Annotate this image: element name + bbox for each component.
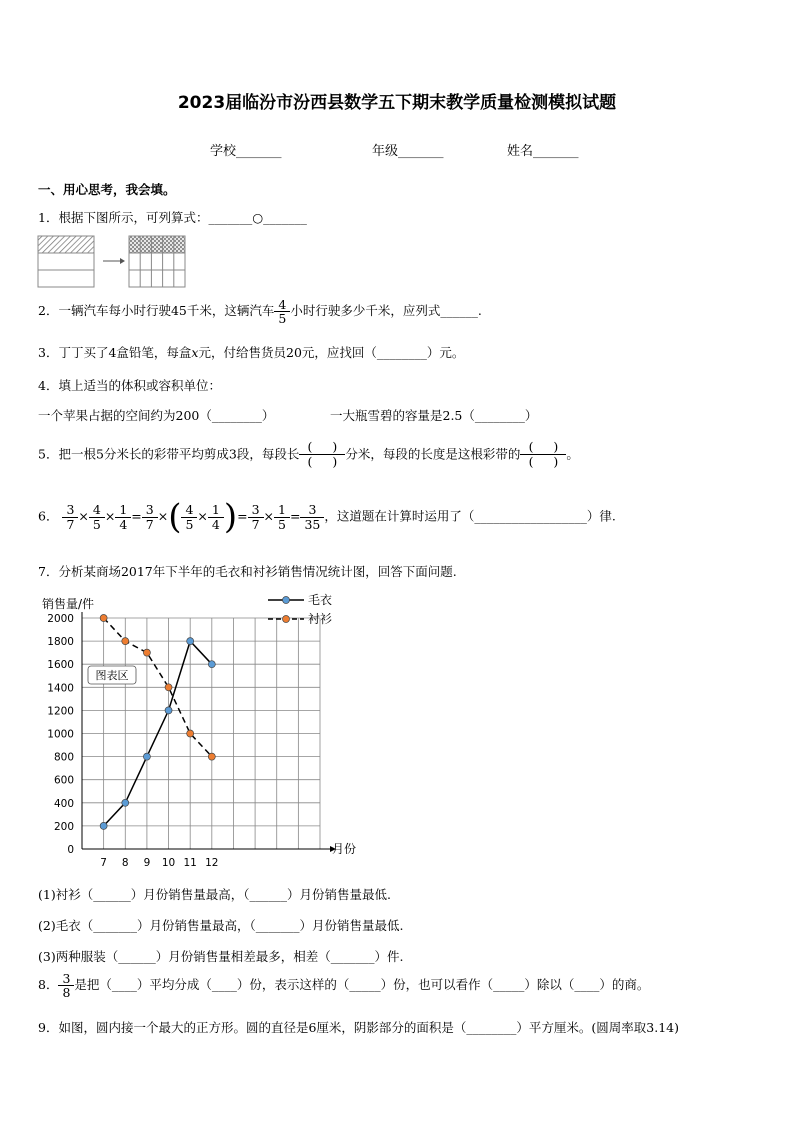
q6-frac	[250, 503, 262, 530]
data-point	[143, 649, 150, 656]
q5-pr: )	[553, 439, 559, 454]
frac-num: 4	[185, 502, 194, 518]
frac-den: 8	[62, 985, 71, 1001]
y-tick-label: 1600	[47, 659, 74, 672]
q5-pr: )	[332, 439, 338, 454]
frac-num: 1	[278, 502, 286, 518]
frac-den: 7	[145, 516, 154, 532]
data-point	[100, 822, 107, 829]
data-point	[100, 615, 107, 622]
frac-num: 4	[92, 502, 101, 518]
q6-frac	[302, 503, 322, 530]
times-sign: ×	[157, 508, 169, 524]
question-1: 1．根据下图所示，可列算式：_______○_______	[38, 210, 307, 225]
question-8	[38, 972, 649, 999]
frac-den: 35	[304, 516, 321, 532]
y-tick-label: 2000	[47, 613, 74, 625]
frac-num: 3	[308, 502, 317, 518]
chart-area-label: 图表区	[95, 669, 129, 682]
data-point	[143, 753, 150, 760]
q8-fraction	[60, 972, 72, 999]
q6-frac	[144, 503, 156, 530]
question-2	[38, 298, 482, 325]
q6-num: 6．	[38, 508, 59, 524]
equals-sign: =	[289, 508, 301, 524]
q6-frac	[117, 503, 129, 530]
q3-pre: 3．丁丁买了4盒铅笔，每盒	[38, 345, 192, 360]
data-point	[187, 638, 194, 645]
legend-marker	[283, 616, 290, 623]
frac-den: 7	[66, 516, 75, 532]
q5-blank-fraction-1	[299, 440, 345, 470]
times-sign: ×	[263, 508, 275, 524]
q5-blank-fraction-2	[520, 440, 566, 470]
q3-var: x	[191, 345, 199, 360]
frac-den: 5	[92, 516, 101, 532]
y-axis-label: 销售量/件	[42, 597, 95, 611]
q3-post: 元，付给售货员20元，应找回（________）元。	[198, 345, 465, 360]
question-7-3: (3)两种服装（______）月份销售量相差最多，相差（_______）件.	[38, 949, 404, 964]
arrow-icon	[103, 258, 125, 264]
q2-num: 4	[278, 297, 287, 312]
section-heading: 一、用心思考，我会填。	[38, 182, 176, 197]
q6-frac	[183, 503, 195, 530]
q6-frac	[64, 503, 76, 530]
q2-fraction	[276, 298, 288, 325]
question-7-2: (2)毛衣（_______）月份销售量最高，（_______）月份销售量最低.	[38, 918, 404, 933]
x-tick-label: 7	[100, 857, 107, 869]
data-point	[208, 753, 215, 760]
legend-label: 衬衫	[308, 612, 333, 626]
y-tick-label: 800	[53, 751, 74, 764]
y-tick-label: 600	[53, 774, 74, 787]
sales-line-chart	[36, 588, 376, 870]
question-4b: 一大瓶雪碧的容量是2.5（________）	[330, 408, 538, 423]
frac-den: 4	[211, 516, 220, 532]
frac-num: 3	[145, 502, 154, 518]
data-point	[122, 638, 129, 645]
legend-label: 毛衣	[308, 593, 333, 607]
question-7-1: (1)衬衫（______）月份销售量最高，（______）月份销售量最低.	[38, 887, 391, 902]
question-4-title: 4．填上适当的体积或容积单位：	[38, 378, 221, 393]
data-point	[187, 730, 194, 737]
q6-frac	[210, 503, 222, 530]
question-6	[38, 497, 616, 537]
q8-post: 是把（____）平均分成（____）份，表示这样的（_____）份，也可以看作（_____）除以（____）的商。	[74, 977, 650, 993]
equals-sign: =	[131, 508, 142, 524]
y-tick-label: 400	[53, 797, 74, 810]
q6-frac	[276, 503, 288, 530]
equals-sign: =	[237, 508, 248, 524]
times-sign: ×	[197, 508, 208, 524]
q8-num: 8．	[38, 977, 59, 993]
figure-left-rect	[38, 236, 94, 287]
left-paren: (	[168, 497, 182, 537]
data-point	[165, 684, 172, 691]
q2-post: 小时行驶多少千米，应列式______.	[290, 303, 482, 319]
q5-pl: (	[528, 454, 534, 470]
school-field: 学校_______	[210, 144, 282, 159]
frac-den: 5	[185, 516, 194, 532]
x-tick-label: 11	[183, 857, 197, 869]
x-tick-label: 9	[143, 857, 151, 869]
q6-frac	[91, 503, 103, 530]
question-3	[38, 343, 464, 361]
data-point	[208, 661, 215, 668]
y-tick-label: 1800	[47, 636, 74, 649]
q2-den: 5	[278, 311, 287, 327]
x-tick-label: 8	[121, 857, 129, 869]
legend-marker	[283, 597, 290, 604]
frac-den: 7	[251, 516, 260, 532]
grade-field: 年级_______	[372, 144, 444, 159]
q5-end: 。	[566, 446, 579, 462]
question-5	[38, 440, 579, 470]
data-point	[122, 799, 129, 806]
frac-num: 1	[119, 502, 128, 518]
q2-pre: 2．一辆汽车每小时行驶45千米，这辆汽车	[38, 303, 275, 319]
q5-pre: 5．把一根5分米长的彩带平均剪成3段，每段长	[38, 446, 300, 462]
x-tick-label: 10	[161, 857, 176, 869]
frac-den: 5	[278, 516, 286, 532]
frac-num: 1	[211, 502, 220, 518]
x-tick-label: 12	[205, 857, 219, 869]
q5-pr: )	[332, 454, 338, 470]
times-sign: ×	[78, 508, 89, 524]
q5-pl: (	[307, 439, 313, 454]
y-tick-label: 1200	[47, 705, 74, 718]
y-tick-label: 200	[53, 820, 74, 833]
y-tick-label: 0	[67, 844, 74, 856]
q5-pl: (	[528, 439, 534, 454]
frac-den: 4	[119, 516, 128, 532]
q5-mid: 分米，每段的长度是这根彩带的	[345, 446, 521, 462]
times-sign: ×	[104, 508, 116, 524]
q6-post: ，这道题在计算时运用了（__________________）律.	[324, 508, 616, 524]
figure-right-rect	[129, 236, 185, 287]
name-field: 姓名_______	[507, 144, 579, 159]
x-axis-label: 月份	[332, 842, 357, 856]
question-9: 9．如图，圆内接一个最大的正方形。圆的直径是6厘米，阴影部分的面积是（________）平方厘米。(圆周率取3.14)	[38, 1020, 679, 1035]
fraction-figure	[37, 235, 187, 290]
y-tick-label: 1400	[47, 682, 74, 695]
q5-pl: (	[307, 454, 313, 470]
question-7: 7．分析某商场2017年下半年的毛衣和衬衫销售情况统计图，回答下面问题.	[38, 564, 457, 579]
frac-num: 3	[62, 971, 71, 986]
frac-num: 3	[66, 502, 75, 518]
q5-pr: )	[553, 454, 559, 470]
frac-num: 3	[251, 502, 260, 518]
question-4a: 一个苹果占据的空间约为200（________）	[38, 408, 275, 423]
y-tick-label: 1000	[47, 728, 74, 741]
right-paren: )	[223, 497, 238, 537]
data-point	[165, 707, 172, 714]
page-title: 2023届临汾市汾西县数学五下期末教学质量检测模拟试题	[177, 93, 617, 113]
